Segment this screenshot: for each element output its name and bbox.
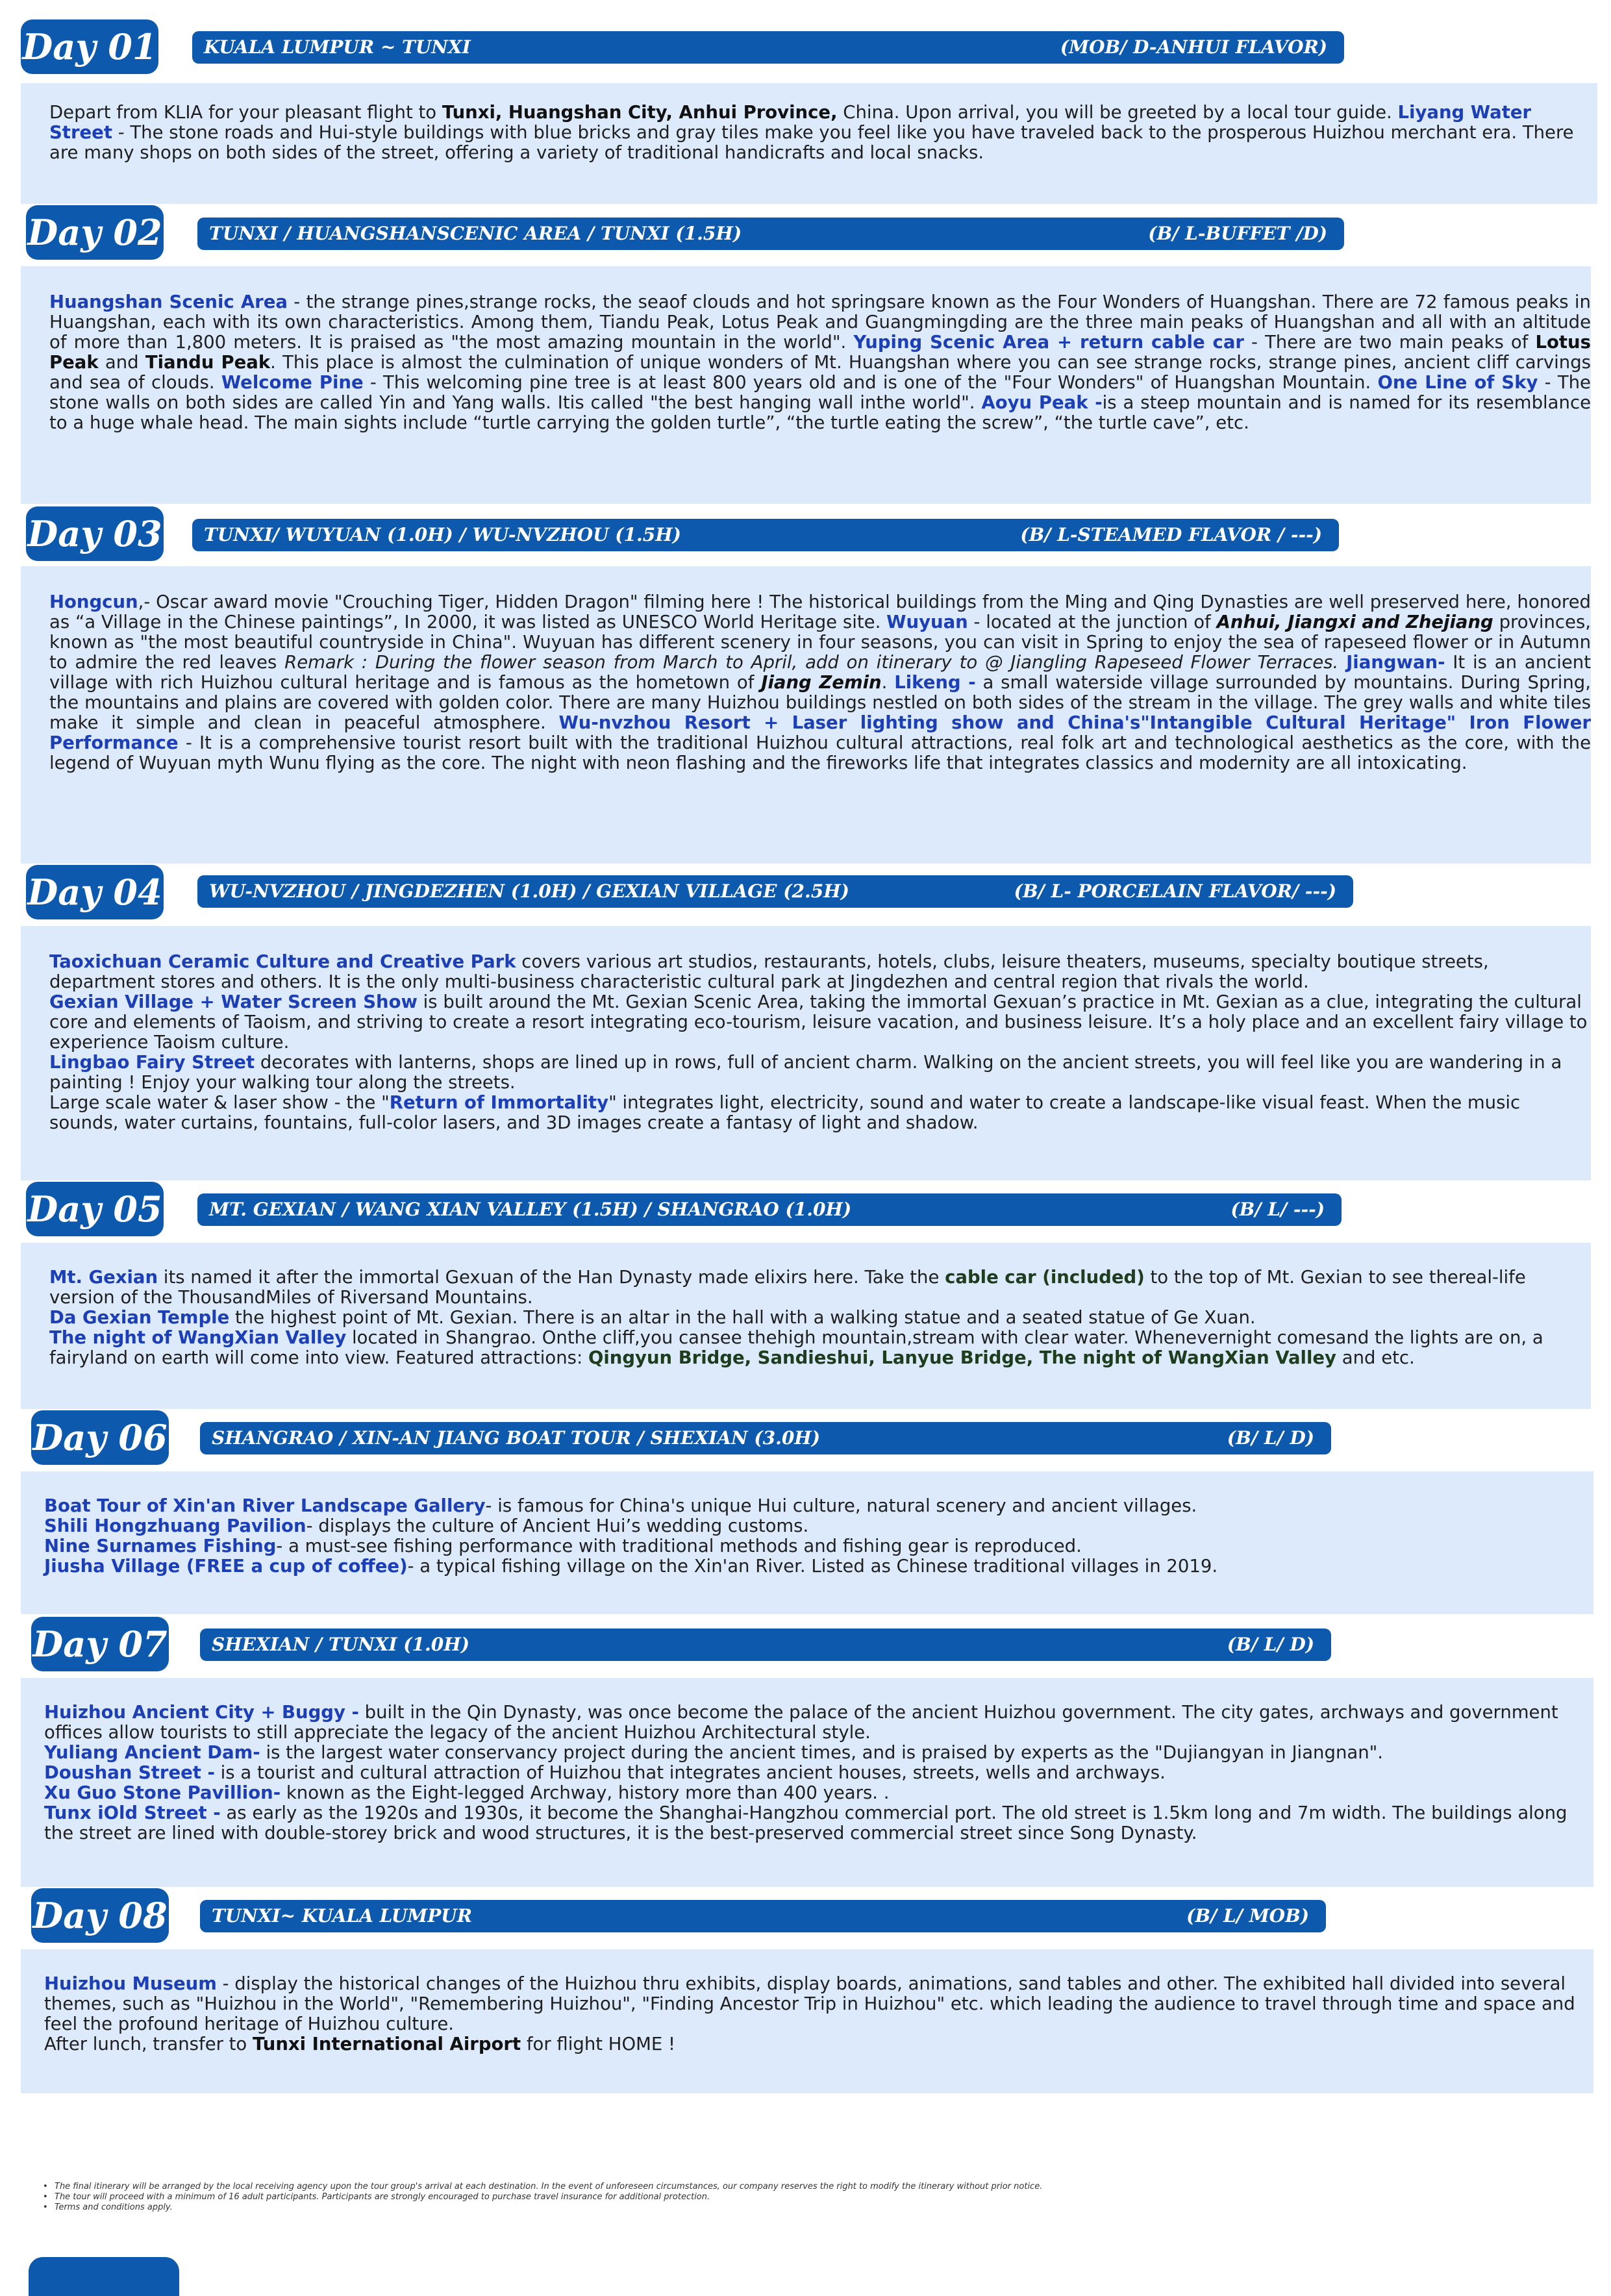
day-description [21,1471,1593,1614]
highlight-text: Liyang Water Street [49,102,1532,143]
highlight-text: Hongcun [49,592,138,612]
body-text: Depart from KLIA for your pleasant flight to [49,102,442,123]
highlight-text: Gexian Village + Water Screen Show [49,992,418,1012]
paragraph [49,1053,1591,1093]
highlight-text: cable car (included) [945,1267,1145,1288]
paragraph [49,952,1591,992]
highlight-text: Huizhou Museum [44,1973,217,1994]
route-title: KUALA LUMPUR ~ TUNXI [204,36,471,58]
body-text: - a typical fishing village on the Xin'an River. Listed as Chinese traditional villages in 2019. [407,1556,1218,1577]
day-description [21,1678,1593,1887]
body-text: a small waterside village surrounded by mountains. During Spring, the mountains and plains are covered with golden color. There are many Huizhou buildings nestled on both sides of the stream in the village. The grey walls and white tiles make it simple and clean in peaceful atmosphere. [49,672,1591,733]
body-text: decorates with lanterns, shops are lined up in rows, full of ancient charm. Walking on the ancient streets, you will feel like you are wandering in a painting ! Enjoy your walking tour along the streets. [49,1052,1562,1093]
footer-tab [29,2257,179,2296]
highlight-text: The night of WangXian Valley [49,1327,347,1348]
day-label: Day 03 [26,506,164,561]
body-text: - The stone roads and Hui-style buildings with blue bricks and gray tiles make you feel like you have traveled back to the prosperous Huizhou merchant era. There are many shops on both sides of the street, offering a variety of traditional handicrafts and local snacks. [49,122,1574,163]
body-text: Large scale water & laser show - the " [49,1092,390,1113]
highlight-text: Mt. Gexian [49,1267,158,1288]
route-bar [192,31,1344,64]
highlight-text: Welcome Pine [221,372,364,393]
paragraph [44,1974,1593,2034]
highlight-text: Doushan Street - [44,1762,215,1783]
route-title: SHANGRAO / XIN-AN JIANG BOAT TOUR / SHEXIAN (3.0H) [212,1427,821,1449]
highlight-text: Huizhou Ancient City + Buggy - [44,1702,359,1723]
highlight-text: Tunxi International Airport [253,2034,521,2054]
highlight-text: Remark : During the flower season from March to April, add on itinerary to @ Jiangling Rapeseed Flower Terraces. [284,652,1339,673]
highlight-text: Taoxichuan Ceramic Culture and Creative Park [49,951,516,972]
body-text: It is an ancient village with rich Huizhou cultural heritage and is famous as the hometown of [49,652,1591,693]
paragraph [44,1743,1593,1763]
body-text: - a must-see fishing performance with traditional methods and fishing gear is reproduced. [276,1536,1082,1556]
body-text: . This place is almost the culmination of unique wonders of Mt. Huangshan where you can see strange rocks, strange pines, ancient cliff carvings and sea of clouds. [49,352,1591,393]
body-text: to the top of Mt. Gexian to see thereal-life version of the ThousandMiles of Riversand Mountains. [49,1267,1526,1308]
paragraph [44,1536,1593,1556]
paragraph [49,292,1591,433]
highlight-text: Likeng - [894,672,976,693]
day-description [21,1949,1593,2093]
day-label: Day 05 [26,1182,164,1236]
day-description [21,926,1591,1180]
highlight-text: Xu Guo Stone Pavillion- [44,1782,281,1803]
day-label: Day 08 [31,1888,169,1943]
body-text [1338,652,1346,673]
day-label: Day 06 [31,1410,169,1465]
highlight-text: Nine Surnames Fishing [44,1536,277,1556]
route-title: MT. GEXIAN / WANG XIAN VALLEY (1.5H) / SHANGRAO (1.0H) [209,1199,852,1220]
highlight-text: Tunx iOld Street - [44,1803,221,1823]
body-text: " integrates light, electricity, sound and water to create a landscape-like visual feast. When the music sounds, water curtains, fountains, full-color lasers, and 3D images create a fantasy of light and shadow. [49,1092,1521,1133]
body-text: - This welcoming pine tree is at least 800 years old and is one of the "Four Wonders" of Huangshan Mountain. [363,372,1378,393]
body-text: for flight HOME ! [521,2034,675,2054]
highlight-text: Lotus Peak [49,332,1591,373]
highlight-text: Huangshan Scenic Area [49,292,288,312]
paragraph [49,103,1597,163]
meals-info: (MOB/ D-ANHUI FLAVOR) [1060,36,1327,58]
paragraph [44,1763,1593,1783]
body-text: known as the Eight-legged Archway, history more than 400 years. . [281,1782,890,1803]
highlight-text: Lingbao Fairy Street [49,1052,255,1073]
day-description [21,1243,1591,1409]
body-text: - There are two main peaks of [1243,332,1536,353]
route-bar [200,1900,1326,1932]
body-text: is a tourist and cultural attraction of Huizhou that integrates ancient houses, streets, wells and archways. [214,1762,1166,1783]
route-bar [197,1193,1342,1226]
route-title: SHEXIAN / TUNXI (1.0H) [212,1634,469,1655]
paragraph [49,992,1591,1053]
note-item: • The final itinerary will be arranged by the local receiving agency upon the tour group's arrival at each destination. In the event of unforeseen circumstances, our company reserves the right to modify the itinerary without prior notice. [43,2182,1277,2192]
meals-info: (B/ L/ MOB) [1186,1905,1309,1927]
body-text: - located at the junction of [968,612,1217,632]
body-text: - It is a comprehensive tourist resort built with the traditional Huizhou cultural attractions, real folk art and technological aesthetics as the core, with the legend of Wuyuan myth Wunu flying as the core. The night with neon flashing and the fireworks life that integrates classics and modernity are all intoxicating. [49,732,1591,773]
route-bar [192,519,1339,551]
body-text: located in Shangrao. Onthe cliff,you cansee thehigh mountain,stream with clear water. Whenevernight comesand the lights are on, a fairyland on earth will come into view. Featured attractions: [49,1327,1543,1368]
day-label: Day 04 [26,865,164,919]
highlight-text: Shili Hongzhuang Pavilion [44,1516,306,1536]
body-text: - is famous for China's unique Hui culture, natural scenery and ancient villages. [485,1495,1197,1516]
body-text: - display the historical changes of the Huizhou thru exhibits, display boards, animations, sand tables and other. The exhibited hall divided into several themes, such as "Huizhou in the World", "Remembering Huizhou", "Finding Ancestor Trip in Huizhou" etc. which leading the audience to travel through time and space and feel the profound heritage of Huizhou culture. [44,1973,1575,2034]
body-text: ,- Oscar award movie "Crouching Tiger, Hidden Dragon" filming here ! The historical buildings from the Ming and Qing Dynasties are well preserved here, honored as “a Village in the Chinese paintings”, In 2000, it was listed as UNESCO World Heritage site. [49,592,1591,632]
body-text: the highest point of Mt. Gexian. There is an altar in the hall with a walking statue and a seated statue of Ge Xuan. [229,1307,1256,1328]
paragraph [49,1093,1591,1133]
paragraph [44,1496,1593,1516]
route-bar [197,875,1353,908]
paragraph [49,1267,1591,1308]
meals-info: (B/ L-STEAMED FLAVOR / ---) [1020,524,1322,545]
route-bar [197,218,1344,250]
day-label: Day 01 [21,19,158,74]
body-text: provinces, known as "the most beautiful countryside in China". Wuyuan has different scenery in four seasons, you can visit in Spring to enjoy the sea of rapeseed flower or in Autumn to admire the red leaves [49,612,1591,673]
note-item: • The tour will proceed with a minimum of 16 adult participants. Participants are strongly encouraged to purchase travel insurance for additional protection. [43,2192,1277,2202]
meals-info: (B/ L/ D) [1227,1427,1314,1449]
body-text: and etc. [1336,1347,1415,1368]
highlight-text: Jiang Zemin [761,672,882,693]
body-text: built in the Qin Dynasty, was once become the palace of the ancient Huizhou government. The city gates, archways and government offices allow tourists to still appreciate the legacy of the ancient Huizhou Architectural style. [44,1702,1558,1743]
meals-info: (B/ L/ D) [1227,1634,1314,1655]
body-text: China. Upon arrival, you will be greeted by a local tour guide. [837,102,1398,123]
highlight-text: Jiangwan- [1346,652,1445,673]
highlight-text: Return of Immortality [389,1092,609,1113]
paragraph [44,2034,1593,2054]
paragraph [44,1783,1593,1803]
highlight-text: Tiandu Peak [145,352,271,373]
highlight-text: Wuyuan [886,612,968,632]
day-label: Day 02 [26,205,164,260]
paragraph [49,1328,1591,1368]
highlight-text: Wu-nvzhou Resort + Laser lighting show and China's"Intangible Cultural Heritage" Iron Flower Performance [49,712,1591,753]
highlight-text: Boat Tour of Xin'an River Landscape Gallery [44,1495,486,1516]
meals-info: (B/ L-BUFFET /D) [1148,223,1327,244]
body-text: is a steep mountain and is named for its resemblance to a huge whale head. The main sights include “turtle carrying the golden turtle”, “the turtle eating the screw”, “the turtle cave”, etc. [49,392,1591,433]
highlight-text: One Line of Sky [1377,372,1538,393]
route-bar [200,1422,1331,1454]
body-text: - the strange pines,strange rocks, the seaof clouds and hot springsare known as the Four Wonders of Huangshan. There are 72 famous peaks in Huangshan, each with its own characteristics. Among them, Tiandu Peak, Lotus Peak and Guangmingding are the three main peaks of Huangshan and all with an altitude of more than 1,800 meters. It is praised as "the most amazing mountain in the world". [49,292,1591,353]
paragraph [44,1516,1593,1536]
highlight-text: Aoyu Peak - [981,392,1103,413]
paragraph [44,1556,1593,1577]
day-description [21,83,1597,204]
meals-info: (B/ L- PORCELAIN FLAVOR/ ---) [1014,880,1336,902]
body-text: - displays the culture of Ancient Hui’s wedding customs. [306,1516,809,1536]
paragraph [49,592,1591,773]
route-title: WU-NVZHOU / JINGDEZHEN (1.0H) / GEXIAN VILLAGE (2.5H) [209,880,849,902]
body-text: . [881,672,895,693]
disclaimer-notes [43,2182,1277,2213]
route-bar [200,1628,1331,1661]
body-text: After lunch, transfer to [44,2034,253,2054]
highlight-text: Jiusha Village (FREE a cup of coffee) [44,1556,408,1577]
body-text: as early as the 1920s and 1930s, it become the Shanghai-Hangzhou commercial port. The old street is 1.5km long and 7m width. The buildings along the street are lined with double-storey brick and wood structures, it is the best-preserved commercial street since Song Dynasty. [44,1803,1567,1843]
note-item: • Terms and conditions apply. [43,2202,1277,2213]
paragraph [44,1703,1593,1743]
highlight-text: Yuping Scenic Area + return cable car [853,332,1244,353]
body-text: is built around the Mt. Gexian Scenic Area, taking the immortal Gexuan’s practice in Mt. Gexian as a clue, integrating the cultural core and elements of Taoism, and striving to create a resort integrating eco-tourism, leisure vacation, and business leisure. It’s a holy place and an excellent fairy village to experience Taoism culture. [49,992,1588,1053]
day-label: Day 07 [31,1617,169,1671]
body-text: - The stone walls on both sides are called Yin and Yang walls. Itis called "the best hanging wall inthe world". [49,372,1591,413]
highlight-text: Tunxi, Huangshan City, Anhui Province, [442,102,838,123]
body-text: its named it after the immortal Gexuan of the Han Dynasty made elixirs here. Take the [158,1267,945,1288]
body-text: is the largest water conservancy project during the ancient times, and is praised by experts as the "Dujiangyan in Jiangnan". [260,1742,1384,1763]
day-description [21,266,1591,504]
route-title: TUNXI/ WUYUAN (1.0H) / WU-NVZHOU (1.5H) [204,524,681,545]
paragraph [49,1308,1591,1328]
paragraph [44,1803,1593,1843]
body-text: covers various art studios, restaurants, hotels, clubs, leisure theaters, museums, specialty boutique streets, department stores and others. It is the only multi-business characteristic cultural park at Jingdezhen and central region that rivals the world. [49,951,1489,992]
meals-info: (B/ L/ ---) [1230,1199,1325,1220]
highlight-text: Da Gexian Temple [49,1307,230,1328]
highlight-text: Anhui, Jiangxi and Zhejiang [1216,612,1493,632]
route-title: TUNXI / HUANGSHANSCENIC AREA / TUNXI (1.5H) [209,223,742,244]
day-description [21,566,1591,864]
route-title: TUNXI~ KUALA LUMPUR [212,1905,472,1927]
highlight-text: Qingyun Bridge, Sandieshui, Lanyue Bridge, The night of WangXian Valley [588,1347,1336,1368]
body-text: and [98,352,145,373]
highlight-text: Yuliang Ancient Dam- [44,1742,260,1763]
